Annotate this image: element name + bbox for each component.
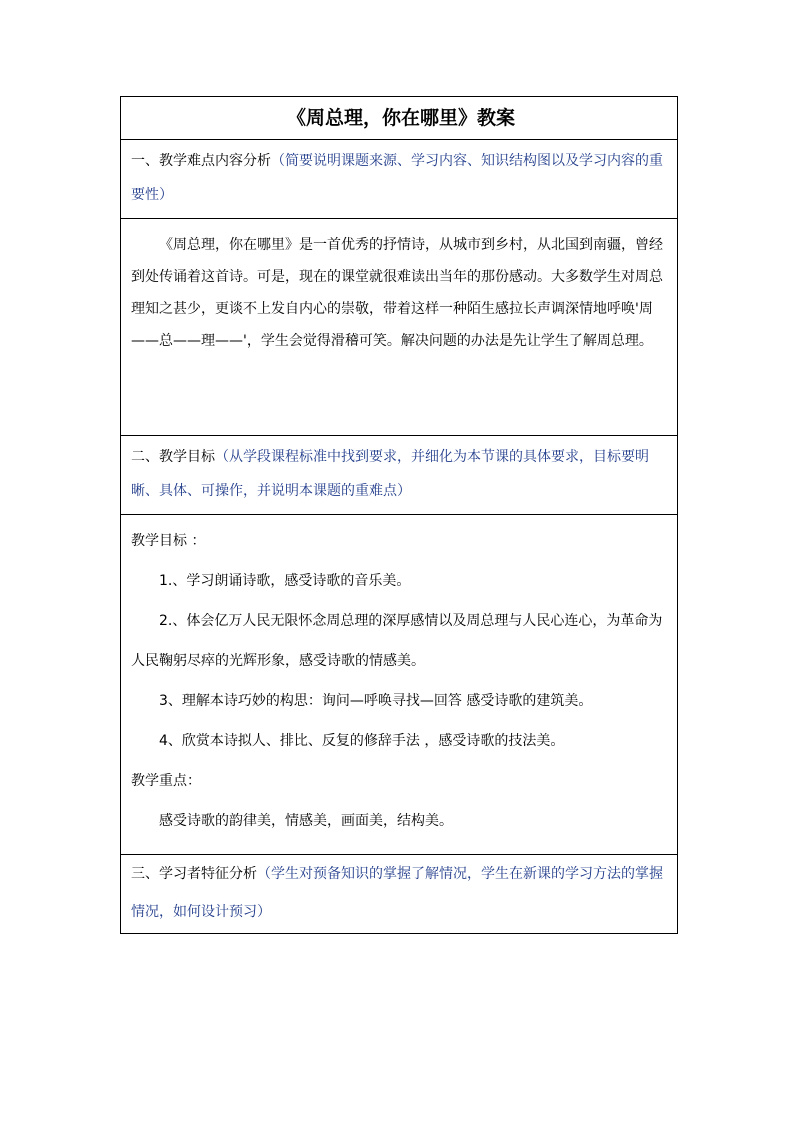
section2-label: 二、教学目标	[131, 449, 215, 465]
lesson-plan-table	[120, 96, 678, 934]
key-points-text: 感受诗歌的韵律美，情感美，画面美，结构美。	[159, 813, 453, 829]
analysis-paragraph: 《周总理，你在哪里》是一首优秀的抒情诗，从城市到乡村，从北国到南疆，曾经到处传诵着这首诗。可是，现在的课堂就很难读出当年的那份感动。大多数学生对周总理知之甚少，更谈不上发自内心的崇敬，带着这样一种陌生感拉长声调深情地呼唤'周——总——理——'，学生会觉得滑稽可笑。解决问题的办法是先让学生了解周总理。	[131, 237, 663, 349]
section3-row	[121, 855, 678, 934]
analysis-row	[121, 219, 678, 436]
goals-heading: 教学目标 ：	[131, 533, 206, 549]
analysis-cell	[121, 219, 678, 436]
goal-item-1: 1.、学习朗诵诗歌，感受诗歌的音乐美。	[159, 573, 411, 589]
section1-label: 一、教学难点内容分析	[131, 153, 271, 169]
title-row	[121, 97, 678, 140]
goal-item-3: 3、理解本诗巧妙的构思：询问—呼唤寻找—回答 感受诗歌的建筑美。	[159, 693, 593, 709]
document-title: 《周总理，你在哪里》教案	[121, 97, 678, 140]
goal-item-4: 4、欣赏本诗拟人、排比、反复的修辞手法 ，感受诗歌的技法美。	[159, 733, 565, 749]
goal-item-2: 2.、体会亿万人民无限怀念周总理的深厚感情以及周总理与人民心连心，为革命为人民鞠躬尽瘁的光辉形象，感受诗歌的情感美。	[131, 613, 663, 669]
section1-hint: （简要说明课题来源、学习内容、知识结构图以及学习内容的重要性）	[131, 153, 663, 203]
section3-label: 三、学习者特征分析	[131, 866, 257, 882]
section2-row	[121, 436, 678, 515]
goals-cell	[121, 515, 678, 855]
key-points-heading: 教学重点：	[131, 773, 201, 789]
section1-heading	[121, 140, 678, 219]
goals-row	[121, 515, 678, 855]
section3-hint: （学生对预备知识的掌握了解情况，学生在新课的学习方法的掌握情况，如何设计预习）	[131, 866, 663, 920]
section2-hint: （从学段课程标准中找到要求，并细化为本节课的具体要求，目标要明晰、具体、可操作，并说明本课题的重难点）	[131, 449, 649, 499]
section2-heading	[121, 436, 678, 515]
section3-heading	[121, 855, 678, 934]
section1-row	[121, 140, 678, 219]
